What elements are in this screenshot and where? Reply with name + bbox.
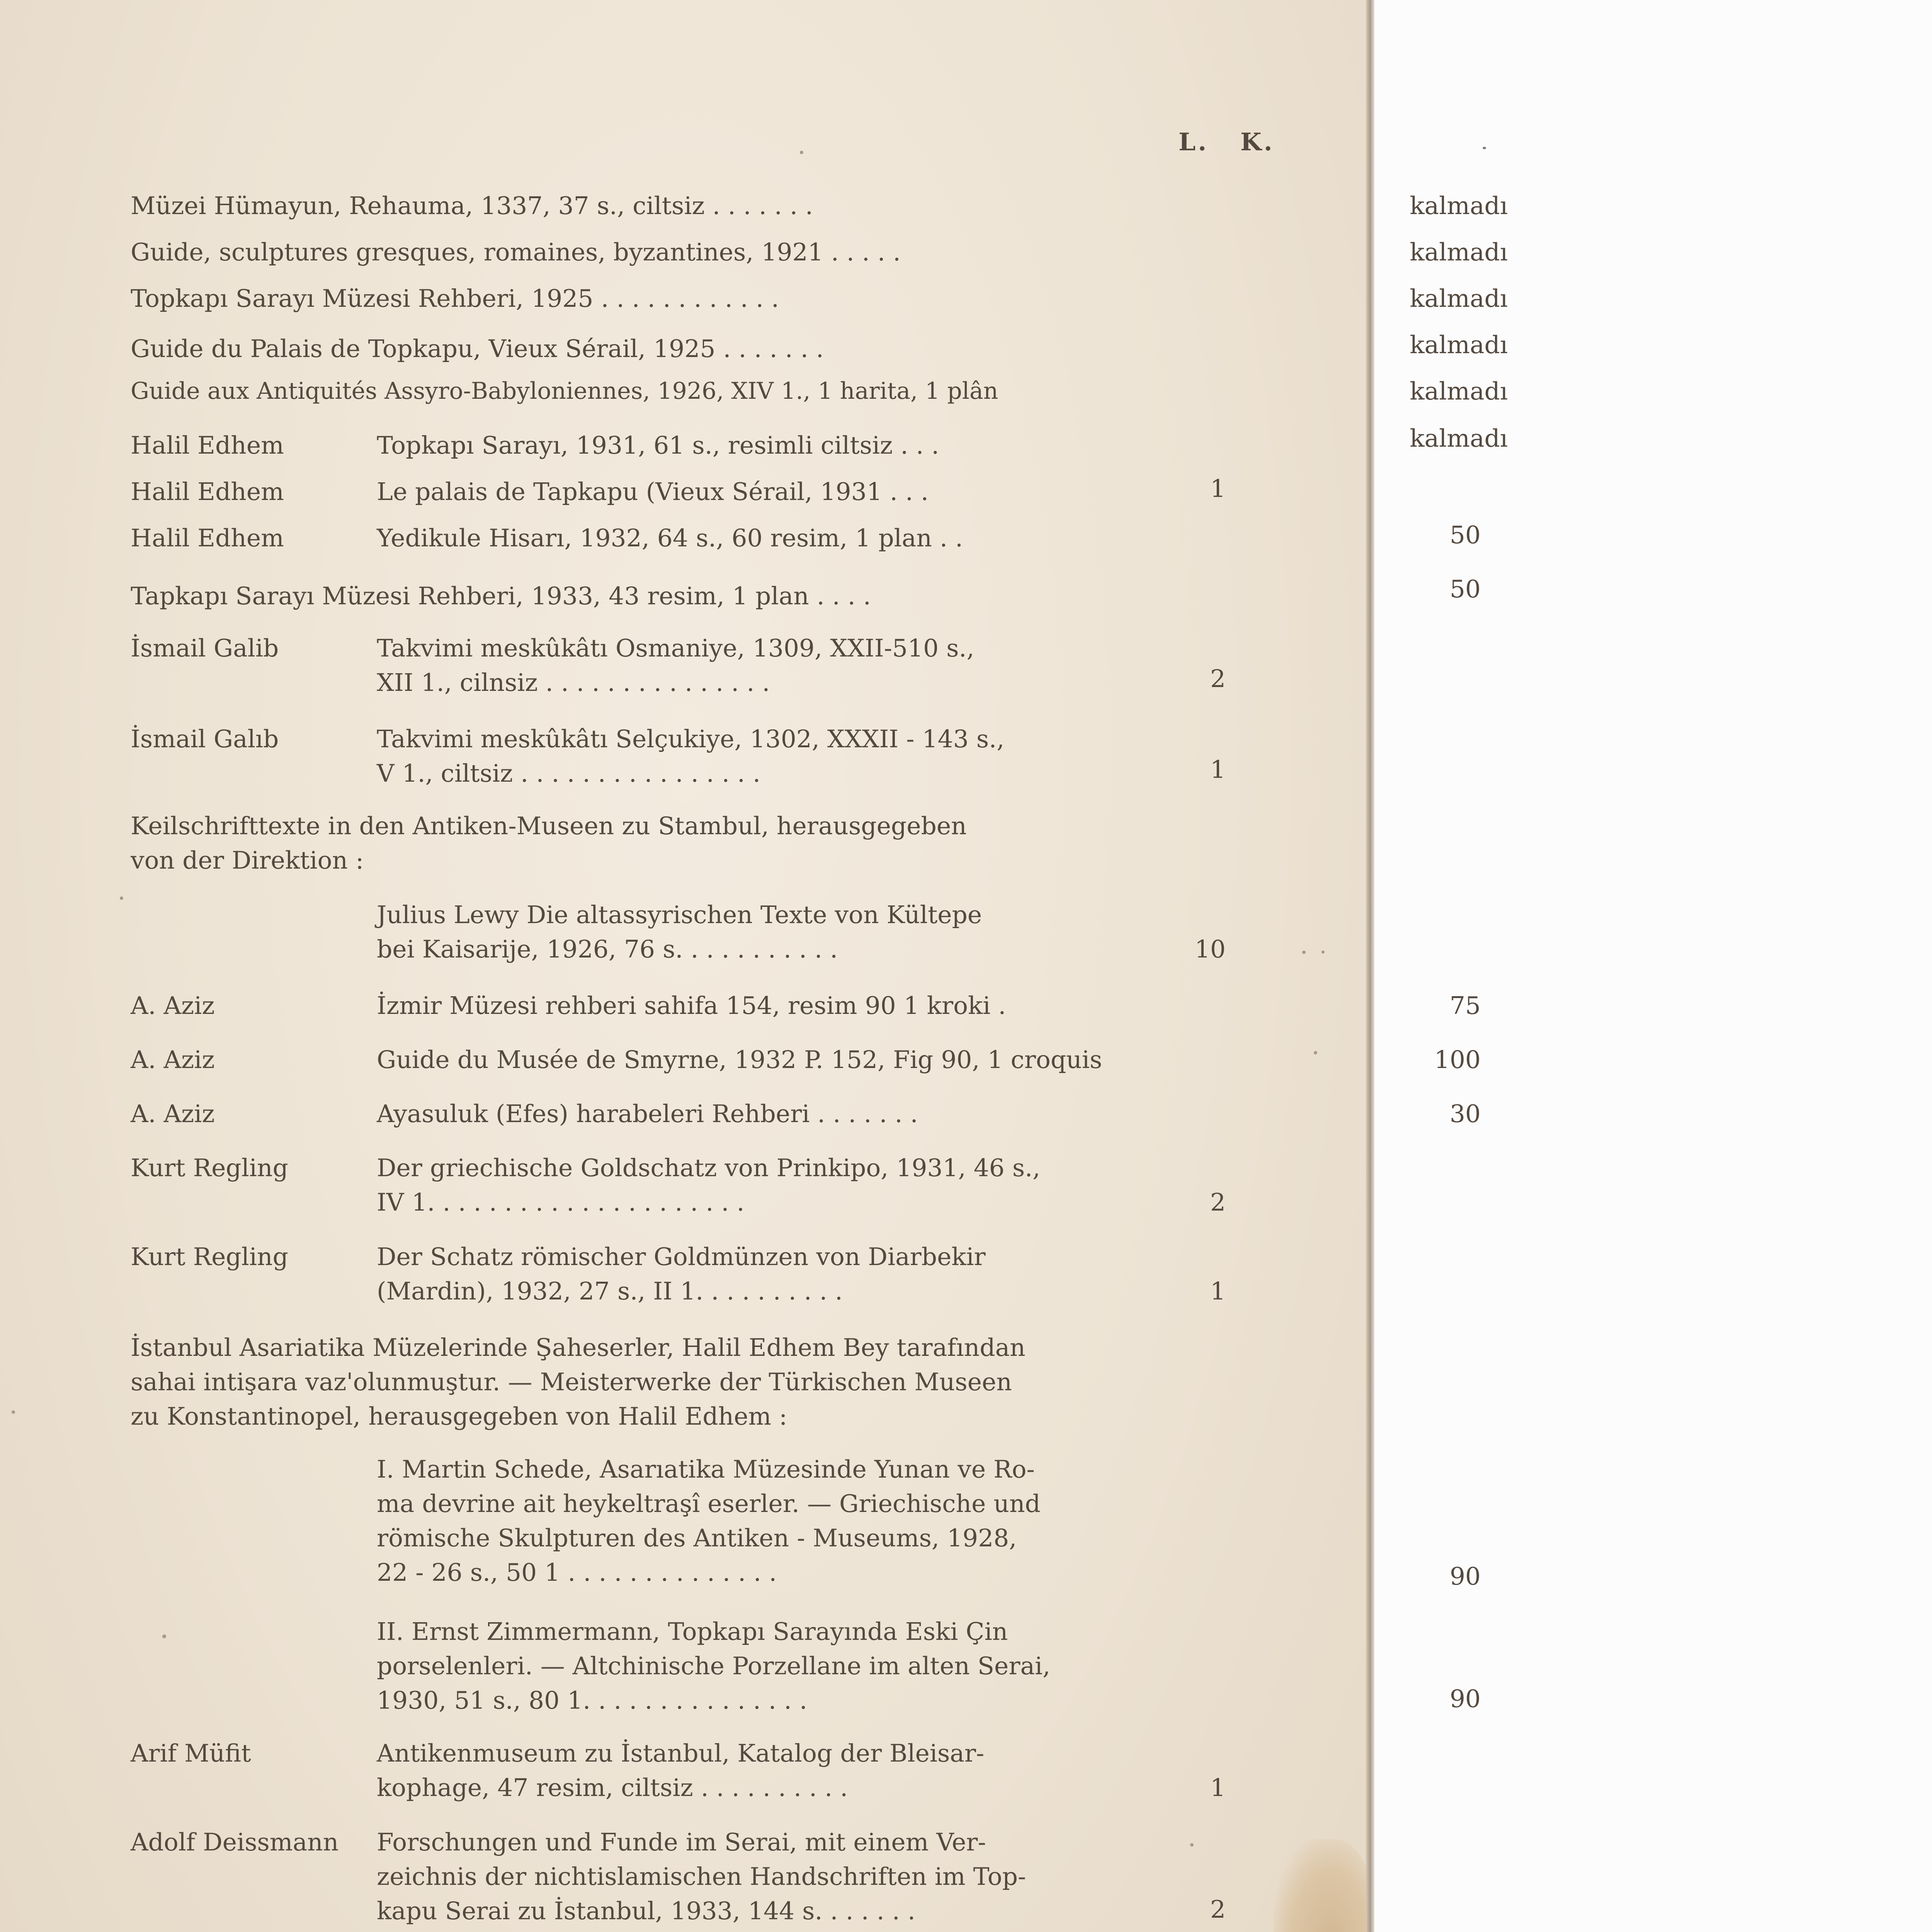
section-heading-line: Keilschrifttexte in den Antiken-Museen zu Stambul, herausgegeben [131, 812, 967, 840]
entry-author: Halil Edhem [131, 524, 284, 552]
entry-title-line: porselenleri. — Altchinische Porzellane im alten Serai, [377, 1652, 1051, 1680]
entry-title: Guide, sculptures gresques, romaines, byzantines, 1921 . . . . . [131, 238, 901, 266]
entry-title-line: Takvimi meskûkâtı Selçukiye, 1302, XXXII - 143 s., [377, 725, 1005, 753]
paper-speck [1483, 147, 1486, 149]
entry-title-line: IV 1. . . . . . . . . . . . . . . . . . . . . [377, 1188, 745, 1216]
entry-title-line: 1930, 51 s., 80 1. . . . . . . . . . . . . . . [377, 1686, 808, 1714]
entry-title-line: I. Martin Schede, Asarıatika Müzesinde Yunan ve Ro- [377, 1455, 1035, 1483]
entry-price: 50 [1449, 575, 1481, 603]
entry-title-line: Der Schatz römischer Goldmünzen von Diarbekir [377, 1243, 986, 1271]
section-heading-line: zu Konstantinopel, herausgegeben von Halil Edhem : [131, 1402, 787, 1430]
section-heading-line: İstanbul Asariatika Müzelerinde Şaheserler, Halil Edhem Bey tarafından [131, 1333, 1026, 1362]
entry-title-line: ma devrine ait heykeltraşî eserler. — Griechische und [377, 1490, 1041, 1518]
entry-title-line: Antikenmuseum zu İstanbul, Katalog der Bleisar- [377, 1739, 985, 1767]
section-heading-line: sahai intişara vaz'olunmuştur. — Meisterwerke der Türkischen Museen [131, 1368, 1012, 1396]
entry-price: kalmadı [1410, 192, 1508, 220]
entry-title-line: II. Ernst Zimmermann, Topkapı Sarayında Eski Çin [377, 1617, 1008, 1646]
entry-author: Kurt Regling [131, 1154, 288, 1182]
paper-speck [1190, 1843, 1194, 1847]
entry-title-line: kapu Serai zu İstanbul, 1933, 144 s. . . . . . . [377, 1897, 915, 1925]
entry-title-line: İzmir Müzesi rehberi sahifa 154, resim 90 1 kroki . [377, 992, 1006, 1020]
entry-title-line: Julius Lewy Die altassyrischen Texte von Kültepe [377, 901, 982, 929]
entry-author: A. Aziz [131, 1100, 215, 1128]
entry-author: Halil Edhem [131, 431, 284, 459]
entry-title-line: bei Kaisarije, 1926, 76 s. . . . . . . . . . . [377, 935, 838, 963]
section-heading-line: von der Direktion : [131, 846, 364, 874]
entry-author: Kurt Regling [131, 1243, 288, 1271]
entry-title: Topkapı Sarayı Müzesi Rehberi, 1925 . . . . . . . . . . . . [131, 284, 779, 313]
paper-speck [1302, 951, 1306, 954]
entry-title: Tapkapı Sarayı Müzesi Rehberi, 1933, 43 resim, 1 plan . . . . [131, 582, 871, 610]
entry-title-line: zeichnis der nichtislamischen Handschriften im Top- [377, 1862, 1026, 1891]
entry-price: kalmadı [1410, 377, 1508, 405]
entry-title-line: (Mardin), 1932, 27 s., II 1. . . . . . . . . . [377, 1277, 843, 1305]
entry-price: 2 [1210, 1188, 1226, 1216]
entry-price: kalmadı [1410, 331, 1508, 359]
entry-price: 75 [1449, 992, 1481, 1020]
entry-author: İsmail Galib [131, 634, 279, 662]
entry-title-line: Guide du Musée de Smyrne, 1932 P. 152, Fig 90, 1 croquis [377, 1046, 1102, 1074]
entry-title-line: Le palais de Tapkapu (Vieux Sérail, 1931 . . . [377, 478, 929, 506]
paper-speck [800, 151, 803, 154]
entry-title-line: 22 - 26 s., 50 1 . . . . . . . . . . . . . . [377, 1558, 777, 1587]
entry-author: A. Aziz [131, 992, 215, 1020]
column-header-kurus: K. [1240, 128, 1275, 156]
entry-price: 2 [1210, 665, 1226, 693]
entry-title: Müzei Hümayun, Rehauma, 1337, 37 s., ciltsiz . . . . . . . [131, 192, 813, 220]
entry-title: Guide aux Antiquités Assyro-Babyloniennes, 1926, XIV 1., 1 harita, 1 plân [131, 378, 998, 405]
entry-title-line: Ayasuluk (Efes) harabeleri Rehberi . . . . . . . [377, 1100, 918, 1128]
entry-price: 100 [1434, 1046, 1481, 1074]
page-edge [1366, 0, 1374, 1932]
entry-title-line: Forschungen und Funde im Serai, mit einem Ver- [377, 1828, 986, 1856]
entry-author: A. Aziz [131, 1046, 215, 1074]
entry-title-line: Takvimi meskûkâtı Osmaniye, 1309, XXII-510 s., [377, 634, 975, 662]
entry-title-line: XII 1., cilnsiz . . . . . . . . . . . . . . . [377, 668, 770, 697]
entry-author: Adolf Deissmann [131, 1828, 339, 1856]
entry-price: 1 [1210, 474, 1226, 503]
entry-price: 10 [1194, 935, 1226, 963]
column-header-lira: L. [1179, 128, 1209, 156]
entry-price: 30 [1449, 1100, 1481, 1128]
entry-price: 50 [1449, 521, 1481, 549]
paper-speck [162, 1634, 166, 1638]
entry-price: kalmadı [1410, 424, 1508, 452]
entry-title-line: Der griechische Goldschatz von Prinkipo, 1931, 46 s., [377, 1154, 1041, 1182]
entry-title-line: kophage, 47 resim, ciltsiz . . . . . . . . . . [377, 1774, 848, 1802]
entry-title-line: V 1., ciltsiz . . . . . . . . . . . . . . . . [377, 759, 761, 787]
paper-speck [1321, 951, 1325, 954]
entry-author: Halil Edhem [131, 478, 284, 506]
entry-price: 1 [1210, 1774, 1226, 1802]
entry-price: 1 [1210, 1277, 1226, 1305]
entry-title-line: römische Skulpturen des Antiken - Museums, 1928, [377, 1524, 1017, 1552]
paper-speck [12, 1410, 15, 1414]
entry-title-line: Yedikule Hisarı, 1932, 64 s., 60 resim, 1 plan . . [377, 524, 963, 552]
entry-price: kalmadı [1410, 238, 1508, 266]
paper-speck [1314, 1051, 1317, 1054]
entry-price: kalmadı [1410, 284, 1508, 313]
paper-speck [120, 896, 123, 900]
entry-title-line: Topkapı Sarayı, 1931, 61 s., resimli ciltsiz . . . [377, 431, 939, 459]
entry-author: Arif Müfit [131, 1739, 251, 1767]
entry-price: 90 [1449, 1685, 1481, 1713]
paper-stain [1273, 1839, 1372, 1932]
entry-price: 90 [1449, 1562, 1481, 1590]
entry-price: 1 [1210, 755, 1226, 784]
entry-author: İsmail Galıb [131, 725, 279, 753]
entry-title: Guide du Palais de Topkapu, Vieux Sérail, 1925 . . . . . . . [131, 335, 824, 363]
entry-price: 2 [1210, 1895, 1226, 1923]
